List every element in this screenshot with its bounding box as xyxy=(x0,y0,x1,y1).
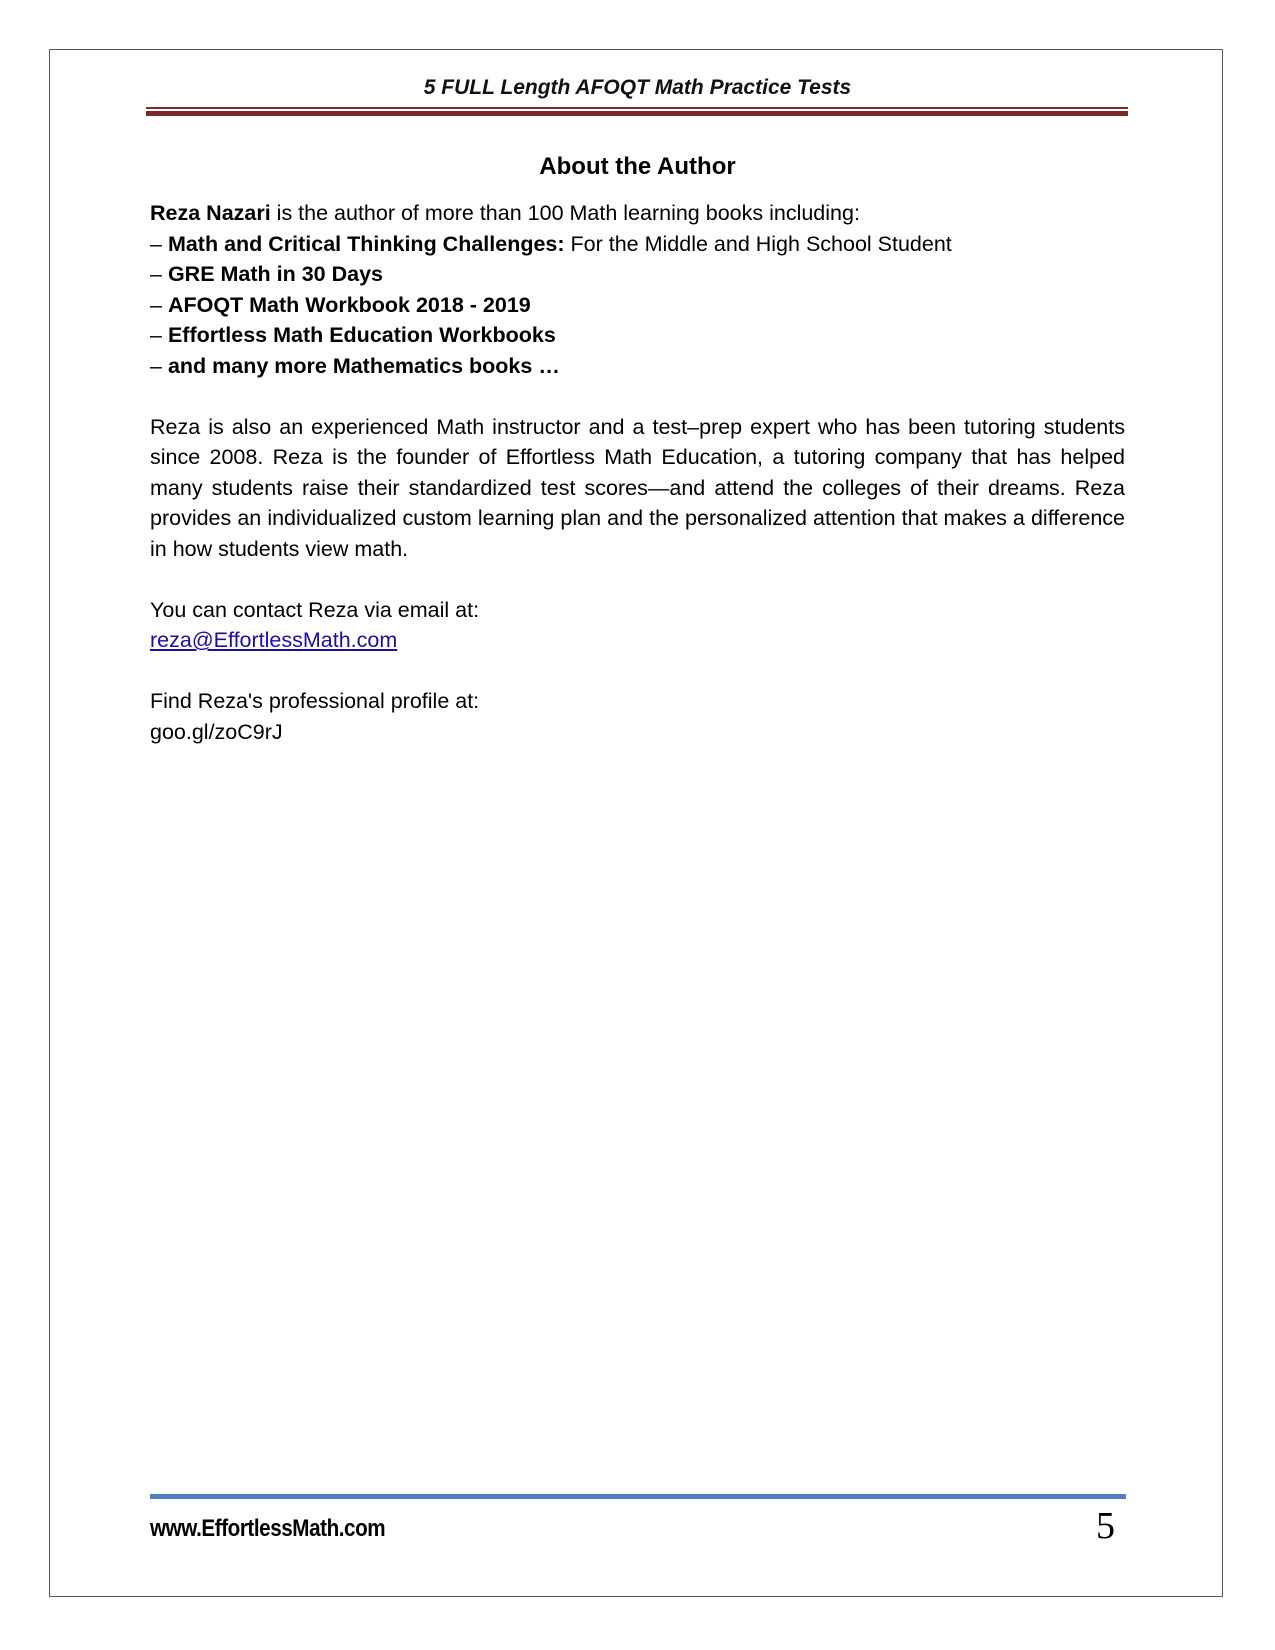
page-number: 5 xyxy=(1096,1505,1115,1547)
list-item xyxy=(150,229,1125,260)
list-dash: – xyxy=(150,231,168,256)
bio-paragraph: Reza is also an experienced Math instructor and a test–prep expert who has been tutoring students since 2008. Reza is the founder of Effortless Math Education, a tutoring company that has helped many students raise their standardized test scores—and attend the colleges of their dreams. Reza provides an individualized custom learning plan and the personalized attention that makes a difference in how students view math. xyxy=(150,414,1125,561)
contact-email-line xyxy=(150,625,1125,656)
footer-website: www.EffortlessMath.com xyxy=(150,1515,386,1542)
profile-label: Find Reza's professional profile at: xyxy=(150,689,480,713)
book-title: Math and Critical Thinking Challenges: xyxy=(167,231,565,256)
contact-label: You can contact Reza via email at: xyxy=(150,597,480,622)
list-item xyxy=(150,351,1125,382)
author-name: Reza Nazari xyxy=(150,201,271,225)
spacer xyxy=(150,656,1125,687)
list-dash: – xyxy=(150,353,168,378)
list-item xyxy=(150,320,1125,351)
book-subtitle: For the Middle and High School Student xyxy=(564,231,952,256)
page-content xyxy=(150,150,1125,747)
list-dash: – xyxy=(150,292,168,317)
running-header-title: 5 FULL Length AFOQT Math Practice Tests xyxy=(423,76,852,99)
intro-text: is the author of more than 100 Math learning books including: xyxy=(270,201,860,225)
book-title: AFOQT Math Workbook 2018 - 2019 xyxy=(167,292,531,317)
spacer xyxy=(150,564,1125,595)
footer-rule xyxy=(150,1494,1126,1499)
header-rule-thin xyxy=(146,107,1128,109)
book-title: GRE Math in 30 Days xyxy=(167,262,384,286)
section-title: About the Author xyxy=(539,153,736,180)
header-rule-thick xyxy=(146,111,1128,116)
list-dash: – xyxy=(150,323,168,347)
intro-line xyxy=(150,198,1125,229)
list-dash: – xyxy=(150,262,168,286)
book-list xyxy=(150,229,1125,382)
email-link[interactable]: reza@EffortlessMath.com xyxy=(150,628,398,652)
profile-url: goo.gl/zoC9rJ xyxy=(150,719,283,744)
list-item xyxy=(150,259,1125,290)
list-item xyxy=(150,290,1125,321)
book-title: Effortless Math Education Workbooks xyxy=(167,323,556,347)
spacer xyxy=(150,381,1125,412)
book-title: and many more Mathematics books … xyxy=(167,353,560,378)
